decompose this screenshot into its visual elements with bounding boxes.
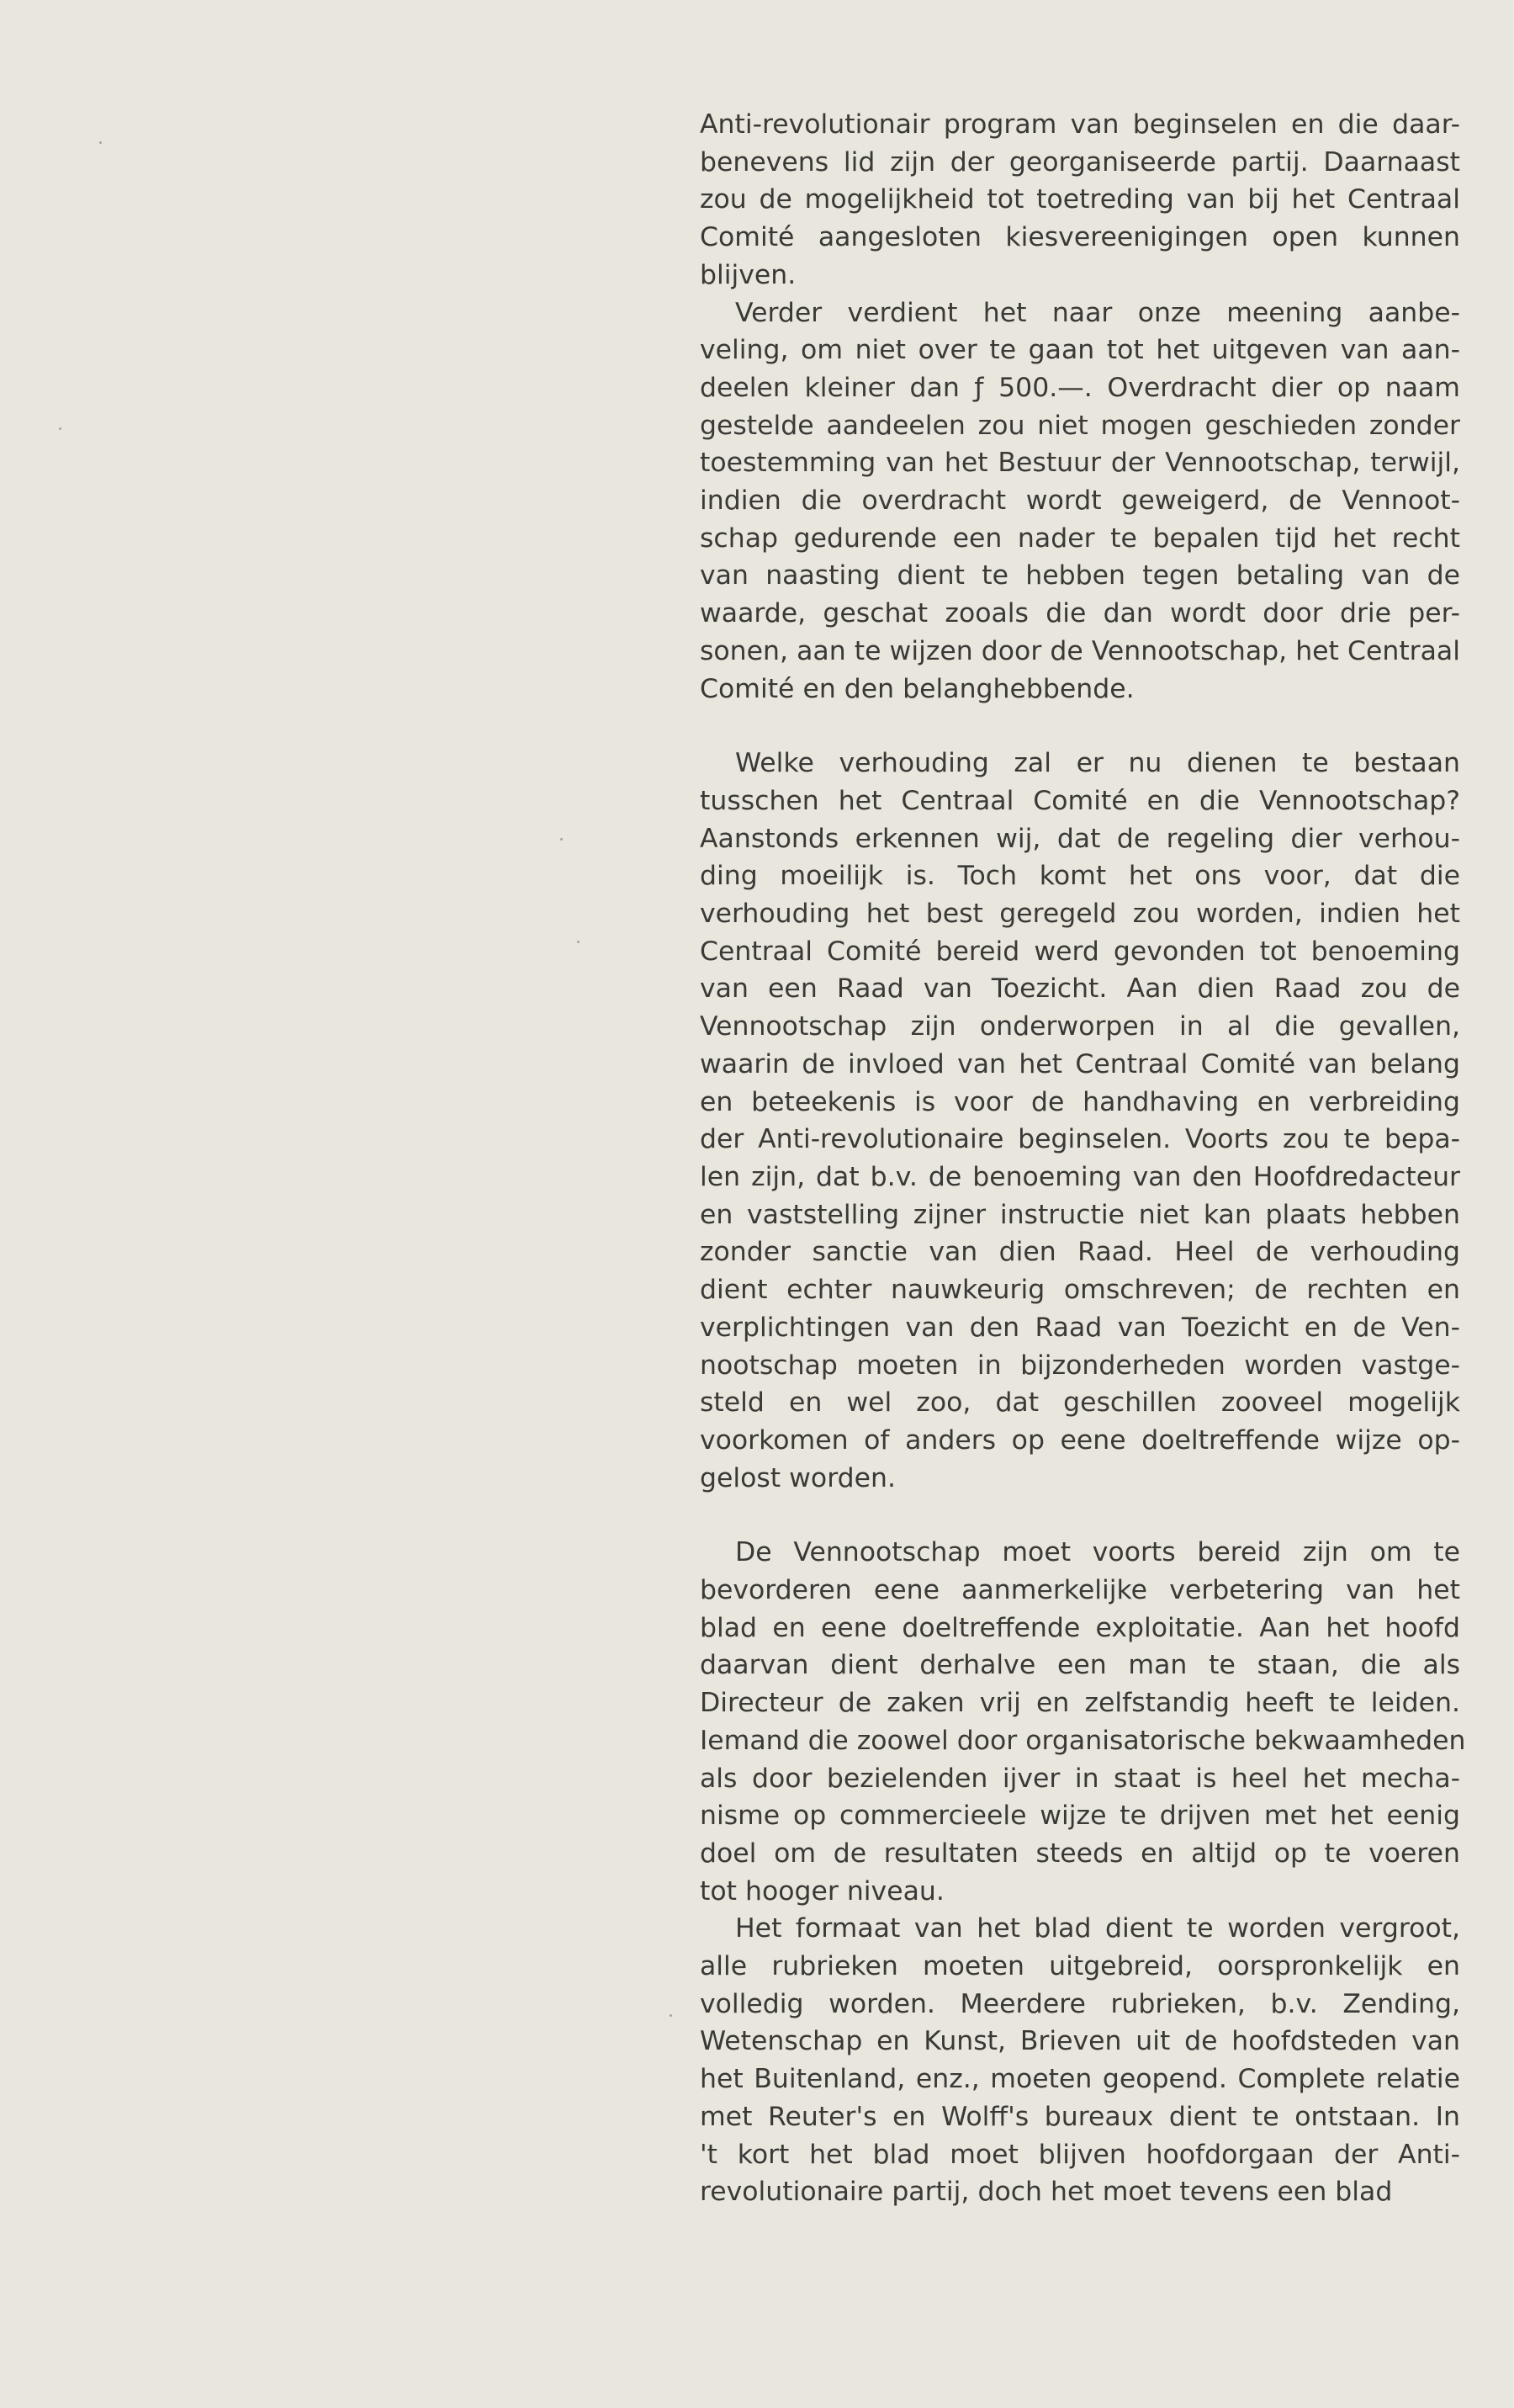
text-line: Aanstonds erkennen wij, dat de regeling dier verhou- — [700, 823, 1460, 854]
text-line: van een Raad van Toezicht. Aan dien Raad zou de — [700, 973, 1460, 1005]
text-line: en vaststelling zijner instructie niet kan plaats hebben — [700, 1199, 1460, 1230]
text-line: Directeur de zaken vrij en zelfstandig heeft te leiden. — [700, 1688, 1460, 1719]
text-line: waarin de invloed van het Centraal Comité van belang — [700, 1048, 1460, 1079]
text-line: blad en eene doeltreffende exploitatie. Aan het hoofd — [700, 1612, 1460, 1643]
text-line: alle rubrieken moeten uitgebreid, oorspronkelijk en — [700, 1951, 1460, 1982]
text-line: Welke verhouding zal er nu dienen te bestaan — [735, 748, 1460, 779]
text-line: Wetenschap en Kunst, Brieven uit de hoofdsteden van — [700, 2026, 1460, 2057]
paragraph-p2 — [700, 294, 1460, 708]
text-line: en beteekenis is voor de handhaving en verbreiding — [700, 1086, 1460, 1117]
text-line: ding moeilijk is. Toch komt het ons voor, dat die — [700, 861, 1460, 892]
text-line: tot hooger niveau. — [700, 1875, 945, 1907]
text-line: waarde, geschat zooals die dan wordt door drie per- — [700, 598, 1460, 629]
paragraph-p3 — [700, 745, 1460, 1497]
paragraph-p4 — [700, 1534, 1466, 1910]
text-line: len zijn, dat b.v. de benoeming van den Hoofdredacteur — [700, 1161, 1460, 1192]
text-line: veling, om niet over te gaan tot het uitgeven van aan- — [700, 335, 1460, 366]
text-line: Comité aangesloten kiesvereenigingen open kunnen — [700, 222, 1460, 253]
text-line: deelen kleiner dan ƒ 500.—. Overdracht dier op naam — [700, 372, 1460, 403]
text-line: benevens lid zijn der georganiseerde partij. Daarnaast — [700, 146, 1460, 178]
text-line: zou de mogelijkheid tot toetreding van bij het Centraal — [700, 184, 1460, 215]
text-line: Het formaat van het blad dient te worden vergroot, — [735, 1913, 1460, 1944]
paragraph-p5 — [700, 1910, 1460, 2211]
paragraph-p1 — [700, 106, 1460, 294]
text-line: steld en wel zoo, dat geschillen zooveel mogelijk — [700, 1387, 1460, 1419]
text-line: Iemand die zoowel door organisatorische bekwaamheden — [700, 1725, 1466, 1756]
text-line: Centraal Comité bereid werd gevonden tot benoeming — [700, 936, 1460, 967]
paragraph-gap — [700, 708, 1460, 745]
text-line: indien die overdracht wordt geweigerd, de Vennoot- — [700, 485, 1460, 517]
text-line: nisme op commercieele wijze te drijven met het eenig — [700, 1801, 1460, 1832]
text-line: doel om de resultaten steeds en altijd op te voeren — [700, 1838, 1460, 1869]
text-line: van naasting dient te hebben tegen betaling van de — [700, 560, 1460, 591]
text-line: Verder verdient het naar onze meening aanbe- — [735, 297, 1460, 328]
text-line: bevorderen eene aanmerkelijke verbetering van het — [700, 1575, 1460, 1606]
text-line: gelost worden. — [700, 1462, 896, 1493]
text-line: revolutionaire partij, doch het moet tevens een blad — [700, 2177, 1393, 2208]
text-line: De Vennootschap moet voorts bereid zijn om te — [735, 1537, 1460, 1568]
text-line: schap gedurende een nader te bepalen tijd het recht — [700, 522, 1460, 554]
text-line: met Reuter's en Wolff's bureaux dient te ontstaan. In — [700, 2101, 1460, 2132]
text-line: nootschap moeten in bijzonderheden worden vastge- — [700, 1350, 1460, 1381]
paper-speck — [577, 941, 580, 943]
paper-speck — [670, 2014, 672, 2017]
paper-speck — [560, 838, 563, 841]
text-line: voorkomen of anders op eene doeltreffende wijze op- — [700, 1424, 1460, 1456]
text-column — [700, 106, 1466, 2211]
text-line: verhouding het best geregeld zou worden, indien het — [700, 899, 1460, 930]
text-line: gestelde aandeelen zou niet mogen geschieden zonder — [700, 410, 1460, 441]
text-line: daarvan dient derhalve een man te staan, die als — [700, 1650, 1460, 1681]
text-line: zonder sanctie van dien Raad. Heel de verhouding — [700, 1237, 1460, 1268]
text-line: het Buitenland, enz., moeten geopend. Complete relatie — [700, 2064, 1460, 2095]
text-line: tusschen het Centraal Comité en die Vennootschap? — [700, 785, 1460, 816]
text-line: Anti-revolutionair program van beginselen en die daar- — [700, 109, 1460, 140]
text-line: dient echter nauwkeurig omschreven; de rechten en — [700, 1275, 1460, 1306]
text-line: Vennootschap zijn onderworpen in al die gevallen, — [700, 1011, 1460, 1042]
text-line: blijven. — [700, 259, 797, 290]
paper-speck — [59, 427, 61, 430]
text-line: Comité en den belanghebbende. — [700, 673, 1135, 704]
text-line: der Anti-revolutionaire beginselen. Voorts zou te bepa- — [700, 1124, 1460, 1155]
paragraph-gap — [700, 1497, 1460, 1534]
text-line: verplichtingen van den Raad van Toezicht en de Ven- — [700, 1312, 1460, 1343]
paper-speck — [99, 141, 102, 144]
text-line: sonen, aan te wijzen door de Vennootschap, het Centraal — [700, 635, 1460, 666]
text-line: 't kort het blad moet blijven hoofdorgaan der Anti- — [700, 2139, 1460, 2170]
text-line: toestemming van het Bestuur der Vennootschap, terwijl, — [700, 448, 1460, 479]
text-line: als door bezielenden ijver in staat is heel het mecha- — [700, 1763, 1460, 1794]
text-line: volledig worden. Meerdere rubrieken, b.v. Zending, — [700, 1988, 1460, 2019]
